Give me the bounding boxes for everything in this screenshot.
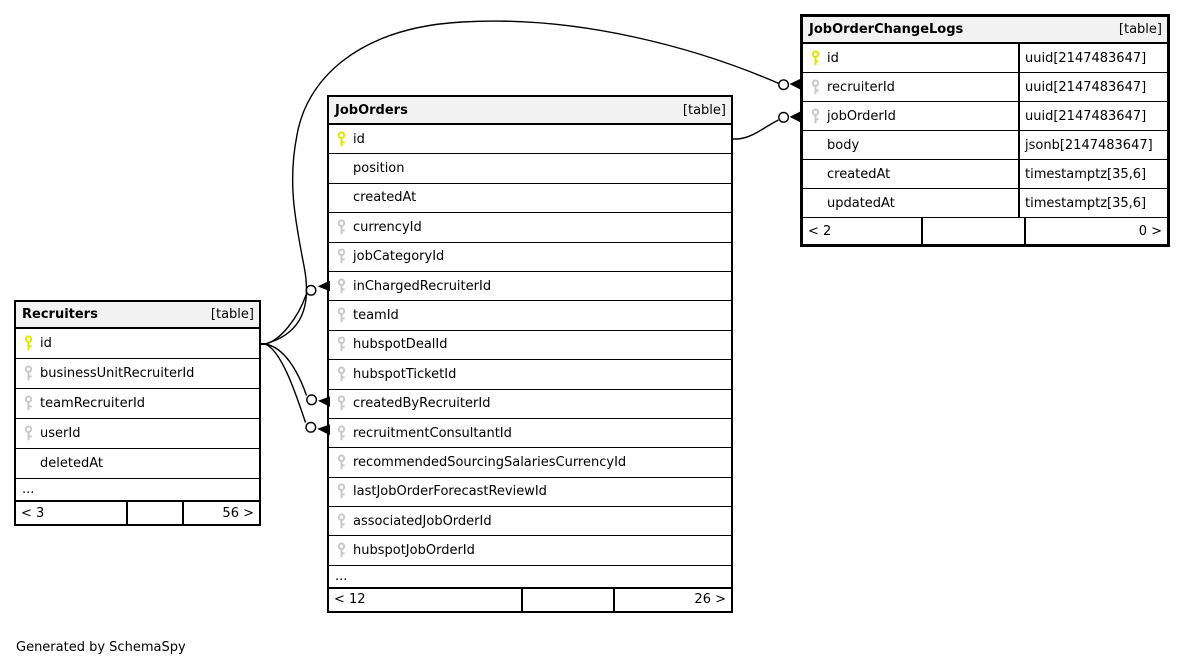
column-name: recommendedSourcingSalariesCurrencyId: [353, 454, 627, 470]
column-name: recruiterId: [827, 79, 895, 95]
foreign-key-icon: [336, 336, 347, 353]
column-name: userId: [40, 426, 81, 441]
column-row-createdAt: [803, 160, 1167, 189]
table-header: [329, 97, 731, 125]
column-name: lastJobOrderForecastReviewId: [353, 484, 547, 500]
column-name: teamId: [353, 308, 399, 324]
relationship-line-Recruiters.id-to-JobOrders.recruitmentConsultantId: [259, 344, 306, 423]
column-name: hubspotTicketId: [353, 366, 457, 382]
column-row-jobOrderId: [803, 102, 1167, 131]
column-row-recommendedSourcingSalariesCurrencyId: [329, 448, 731, 477]
column-row-currencyId: [329, 213, 731, 242]
column-row-deletedAt: [16, 449, 259, 479]
table-header: [16, 302, 259, 329]
foreign-key-icon: [336, 307, 347, 324]
foreign-key-icon: [810, 79, 821, 96]
table-type-badge: [table]: [682, 102, 726, 118]
foreign-key-icon: [329, 542, 353, 559]
parents-count: 0 >: [1024, 218, 1167, 244]
column-name: recruitmentConsultantId: [353, 425, 512, 441]
column-name: createdByRecruiterId: [353, 396, 491, 412]
foreign-key-icon: [336, 454, 347, 471]
table-node-JobOrders[interactable]: [327, 95, 733, 613]
foreign-key-icon: [16, 395, 40, 412]
foreign-key-icon: [329, 513, 353, 530]
truncated-columns-row: ...: [329, 566, 731, 589]
table-type-badge: [table]: [210, 307, 254, 322]
primary-key-icon: [810, 50, 821, 67]
column-name: jobOrderId: [827, 108, 896, 124]
column-name: currencyId: [353, 219, 422, 235]
foreign-key-icon: [329, 336, 353, 353]
generated-by-note: Generated by SchemaSpy: [16, 640, 186, 655]
relationship-dot: [306, 423, 316, 433]
column-name: hubspotDealId: [353, 337, 448, 353]
column-row-createdAt: [329, 184, 731, 213]
relationship-dot: [779, 113, 789, 123]
foreign-key-icon: [329, 366, 353, 383]
relationship-dot: [306, 286, 316, 296]
foreign-key-icon: [23, 365, 34, 382]
foreign-key-icon: [336, 219, 347, 236]
children-count: < 2: [808, 223, 832, 239]
column-name: id: [353, 131, 365, 147]
relationship-line-Recruiters.id-to-JobOrders.createdByRecruiterId: [259, 344, 307, 396]
column-name: businessUnitRecruiterId: [40, 366, 195, 381]
column-row-id: [16, 329, 259, 359]
column-name: id: [40, 336, 52, 351]
column-type: uuid[2147483647]: [1018, 73, 1167, 101]
relationship-line-JobOrders.id-to-JobOrderChangeLogs.jobOrderId: [731, 120, 779, 139]
foreign-key-icon: [16, 425, 40, 442]
foreign-key-icon: [336, 366, 347, 383]
footer-spacer: [521, 589, 613, 611]
table-footer: [803, 218, 1167, 244]
column-name: jobCategoryId: [353, 249, 445, 265]
foreign-key-icon: [329, 454, 353, 471]
column-type: uuid[2147483647]: [1018, 102, 1167, 130]
foreign-key-icon: [336, 542, 347, 559]
table-node-JobOrderChangeLogs[interactable]: [800, 14, 1170, 247]
column-row-hubspotTicketId: [329, 360, 731, 389]
column-row-updatedAt: [803, 189, 1167, 218]
column-name: deletedAt: [40, 456, 103, 471]
column-name: body: [827, 137, 860, 153]
primary-key-icon: [803, 50, 827, 67]
column-type: jsonb[2147483647]: [1018, 131, 1167, 159]
foreign-key-icon: [329, 307, 353, 324]
column-name: hubspotJobOrderId: [353, 543, 475, 559]
footer-spacer: [126, 502, 182, 524]
foreign-key-icon: [23, 425, 34, 442]
column-row-userId: [16, 419, 259, 449]
foreign-key-icon: [329, 483, 353, 500]
column-row-teamRecruiterId: [16, 389, 259, 419]
column-row-jobCategoryId: [329, 243, 731, 272]
column-row-teamId: [329, 301, 731, 330]
column-row-hubspotJobOrderId: [329, 536, 731, 565]
column-type: timestamptz[35,6]: [1018, 189, 1167, 217]
column-row-hubspotDealId: [329, 331, 731, 360]
column-row-businessUnitRecruiterId: [16, 359, 259, 389]
parents-count: 26 >: [613, 589, 731, 611]
table-name[interactable]: Recruiters: [22, 307, 98, 322]
column-name: updatedAt: [827, 195, 895, 211]
column-row-recruitmentConsultantId: [329, 419, 731, 448]
foreign-key-icon: [329, 395, 353, 412]
relationship-dot: [779, 80, 789, 90]
footer-spacer: [921, 218, 1024, 244]
parents-count: 56 >: [182, 502, 259, 524]
column-row-id: [803, 44, 1167, 73]
foreign-key-icon: [329, 425, 353, 442]
foreign-key-icon: [329, 278, 353, 295]
foreign-key-icon: [336, 278, 347, 295]
foreign-key-icon: [336, 395, 347, 412]
primary-key-icon: [329, 131, 353, 148]
primary-key-icon: [16, 335, 40, 352]
table-node-Recruiters[interactable]: [14, 300, 261, 526]
table-header: [803, 17, 1167, 44]
column-row-inChargedRecruiterId: [329, 272, 731, 301]
column-row-createdByRecruiterId: [329, 390, 731, 419]
primary-key-icon: [23, 335, 34, 352]
column-row-body: [803, 131, 1167, 160]
foreign-key-icon: [803, 79, 827, 96]
foreign-key-icon: [23, 395, 34, 412]
foreign-key-icon: [336, 425, 347, 442]
column-row-lastJobOrderForecastReviewId: [329, 478, 731, 507]
relationship-arrowhead: [790, 79, 801, 90]
table-type-badge: [table]: [1118, 22, 1162, 37]
primary-key-icon: [336, 131, 347, 148]
truncated-columns-row: ...: [16, 479, 259, 502]
column-name: inChargedRecruiterId: [353, 278, 492, 294]
column-row-recruiterId: [803, 73, 1167, 102]
foreign-key-icon: [329, 219, 353, 236]
column-row-id: [329, 125, 731, 154]
foreign-key-icon: [810, 108, 821, 125]
foreign-key-icon: [803, 108, 827, 125]
column-type: timestamptz[35,6]: [1018, 160, 1167, 188]
table-name[interactable]: JobOrderChangeLogs: [809, 22, 964, 37]
children-count: < 12: [334, 592, 366, 608]
foreign-key-icon: [329, 248, 353, 265]
children-count: < 3: [21, 505, 45, 521]
column-row-associatedJobOrderId: [329, 507, 731, 536]
column-name: associatedJobOrderId: [353, 513, 492, 529]
relationship-dot: [307, 395, 317, 405]
column-name: createdAt: [827, 166, 891, 182]
table-footer: [329, 589, 731, 611]
table-name[interactable]: JobOrders: [335, 102, 408, 118]
foreign-key-icon: [336, 483, 347, 500]
foreign-key-icon: [336, 248, 347, 265]
column-name: createdAt: [353, 190, 417, 206]
relationship-line-Recruiters.id-to-JobOrders.inChargedRecruiterId: [259, 295, 306, 344]
foreign-key-icon: [336, 513, 347, 530]
column-type: uuid[2147483647]: [1018, 44, 1167, 72]
foreign-key-icon: [16, 365, 40, 382]
table-footer: [16, 502, 259, 524]
column-row-position: [329, 154, 731, 183]
column-name: id: [827, 50, 839, 66]
relationship-arrowhead: [790, 111, 801, 122]
column-name: teamRecruiterId: [40, 396, 146, 411]
column-name: position: [353, 161, 405, 177]
